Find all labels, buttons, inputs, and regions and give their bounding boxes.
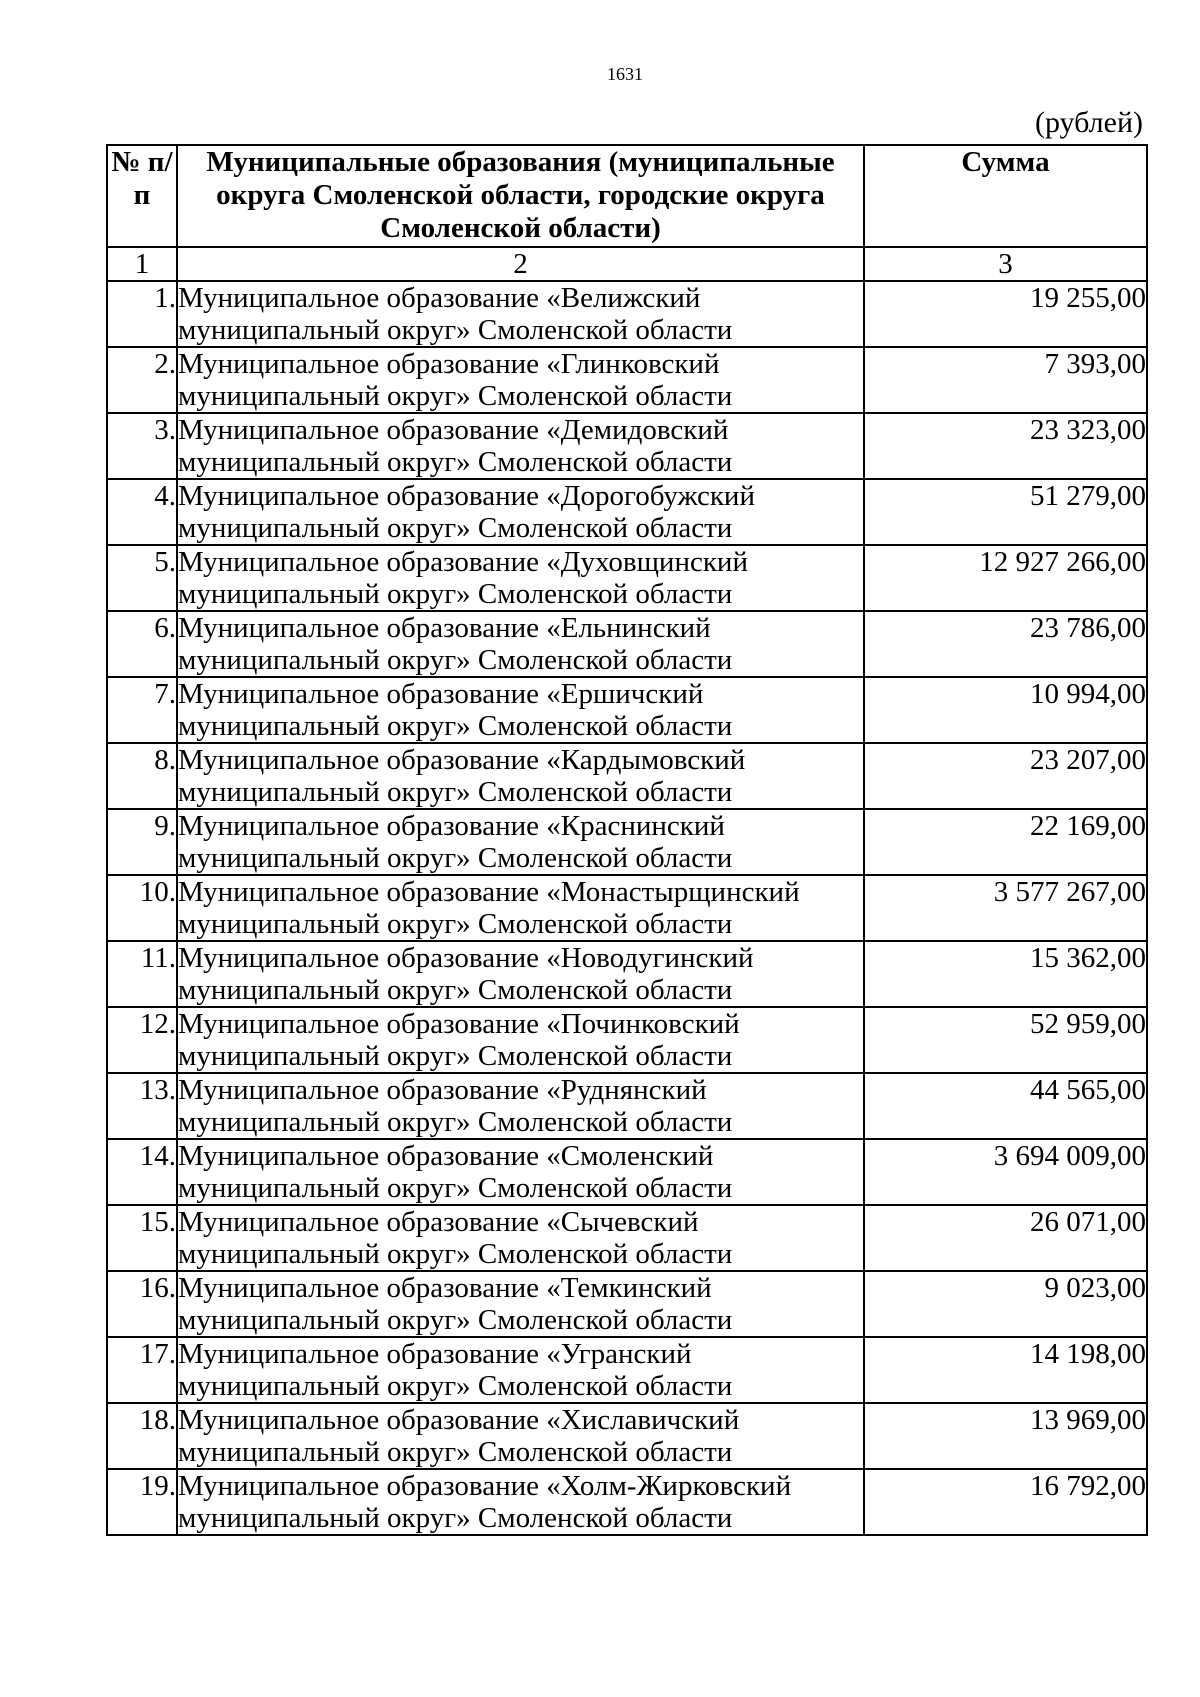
row-number: 2. — [107, 347, 177, 413]
row-number: 17. — [107, 1337, 177, 1403]
amount: 15 362,00 — [864, 941, 1147, 1007]
table-row — [107, 677, 1147, 743]
table-header-row — [107, 145, 1147, 247]
table-row — [107, 809, 1147, 875]
table-row — [107, 1337, 1147, 1403]
municipality-name: Муниципальное образование «Ельнинский муниципальный округ» Смоленской области — [177, 611, 864, 677]
header-name: Муниципальные образования (муниципальные округа Смоленской области, городские округа Смоленской области) — [177, 145, 864, 247]
municipality-name: Муниципальное образование «Кардымовский муниципальный округ» Смоленской области — [177, 743, 864, 809]
municipality-name: Муниципальное образование «Починковский муниципальный округ» Смоленской области — [177, 1007, 864, 1073]
table-row — [107, 413, 1147, 479]
column-number-row — [107, 247, 1147, 281]
row-number: 16. — [107, 1271, 177, 1337]
municipality-name: Муниципальное образование «Духовщинский муниципальный округ» Смоленской области — [177, 545, 864, 611]
table-row — [107, 1469, 1147, 1535]
row-number: 7. — [107, 677, 177, 743]
municipality-name: Муниципальное образование «Сычевский муниципальный округ» Смоленской области — [177, 1205, 864, 1271]
row-number: 19. — [107, 1469, 177, 1535]
amount: 19 255,00 — [864, 281, 1147, 347]
amount: 23 786,00 — [864, 611, 1147, 677]
municipality-name: Муниципальное образование «Демидовский муниципальный округ» Смоленской области — [177, 413, 864, 479]
amount: 52 959,00 — [864, 1007, 1147, 1073]
amount: 13 969,00 — [864, 1403, 1147, 1469]
amount: 26 071,00 — [864, 1205, 1147, 1271]
municipality-name: Муниципальное образование «Ершичский муниципальный округ» Смоленской области — [177, 677, 864, 743]
table-row — [107, 1205, 1147, 1271]
municipality-name: Муниципальное образование «Угранский муниципальный округ» Смоленской области — [177, 1337, 864, 1403]
units-label: (рублей) — [1034, 106, 1143, 139]
amount: 23 323,00 — [864, 413, 1147, 479]
row-number: 3. — [107, 413, 177, 479]
row-number: 6. — [107, 611, 177, 677]
row-number: 11. — [107, 941, 177, 1007]
table-row — [107, 545, 1147, 611]
row-number: 12. — [107, 1007, 177, 1073]
amount: 12 927 266,00 — [864, 545, 1147, 611]
page-number: 1631 — [607, 64, 643, 84]
column-number: 3 — [864, 247, 1147, 281]
row-number: 8. — [107, 743, 177, 809]
table-row — [107, 347, 1147, 413]
amount: 3 694 009,00 — [864, 1139, 1147, 1205]
municipality-name: Муниципальное образование «Дорогобужский муниципальный округ» Смоленской области — [177, 479, 864, 545]
table-row — [107, 941, 1147, 1007]
row-number: 18. — [107, 1403, 177, 1469]
municipality-name: Муниципальное образование «Руднянский муниципальный округ» Смоленской области — [177, 1073, 864, 1139]
table-row — [107, 1007, 1147, 1073]
amount: 44 565,00 — [864, 1073, 1147, 1139]
amount: 10 994,00 — [864, 677, 1147, 743]
row-number: 15. — [107, 1205, 177, 1271]
table-row — [107, 1271, 1147, 1337]
municipality-name: Муниципальное образование «Велижский муниципальный округ» Смоленской области — [177, 281, 864, 347]
amount: 51 279,00 — [864, 479, 1147, 545]
row-number: 13. — [107, 1073, 177, 1139]
municipality-name: Муниципальное образование «Темкинский муниципальный округ» Смоленской области — [177, 1271, 864, 1337]
table-row — [107, 875, 1147, 941]
municipality-name: Муниципальное образование «Глинковский муниципальный округ» Смоленской области — [177, 347, 864, 413]
row-number: 1. — [107, 281, 177, 347]
amount: 14 198,00 — [864, 1337, 1147, 1403]
table-row — [107, 1139, 1147, 1205]
municipality-name: Муниципальное образование «Монастырщинский муниципальный округ» Смоленской области — [177, 875, 864, 941]
municipality-name: Муниципальное образование «Новодугинский муниципальный округ» Смоленской области — [177, 941, 864, 1007]
municipality-name: Муниципальное образование «Смоленский муниципальный округ» Смоленской области — [177, 1139, 864, 1205]
amount: 7 393,00 — [864, 347, 1147, 413]
table-row — [107, 1403, 1147, 1469]
column-number: 2 — [177, 247, 864, 281]
table-row — [107, 743, 1147, 809]
column-number: 1 — [107, 247, 177, 281]
amount: 22 169,00 — [864, 809, 1147, 875]
row-number: 5. — [107, 545, 177, 611]
municipality-name: Муниципальное образование «Холм-Жирковский муниципальный округ» Смоленской области — [177, 1469, 864, 1535]
row-number: 9. — [107, 809, 177, 875]
row-number: 4. — [107, 479, 177, 545]
header-sum: Сумма — [864, 145, 1147, 247]
table-row — [107, 281, 1147, 347]
row-number: 14. — [107, 1139, 177, 1205]
table-row — [107, 479, 1147, 545]
amount: 16 792,00 — [864, 1469, 1147, 1535]
municipality-name: Муниципальное образование «Хиславичский муниципальный округ» Смоленской области — [177, 1403, 864, 1469]
allocation-table — [106, 144, 1148, 1536]
row-number: 10. — [107, 875, 177, 941]
table-row — [107, 1073, 1147, 1139]
header-num: № п/п — [107, 145, 177, 247]
amount: 3 577 267,00 — [864, 875, 1147, 941]
amount: 23 207,00 — [864, 743, 1147, 809]
amount: 9 023,00 — [864, 1271, 1147, 1337]
table-row — [107, 611, 1147, 677]
table-body — [107, 281, 1147, 1535]
municipality-name: Муниципальное образование «Краснинский муниципальный округ» Смоленской области — [177, 809, 864, 875]
